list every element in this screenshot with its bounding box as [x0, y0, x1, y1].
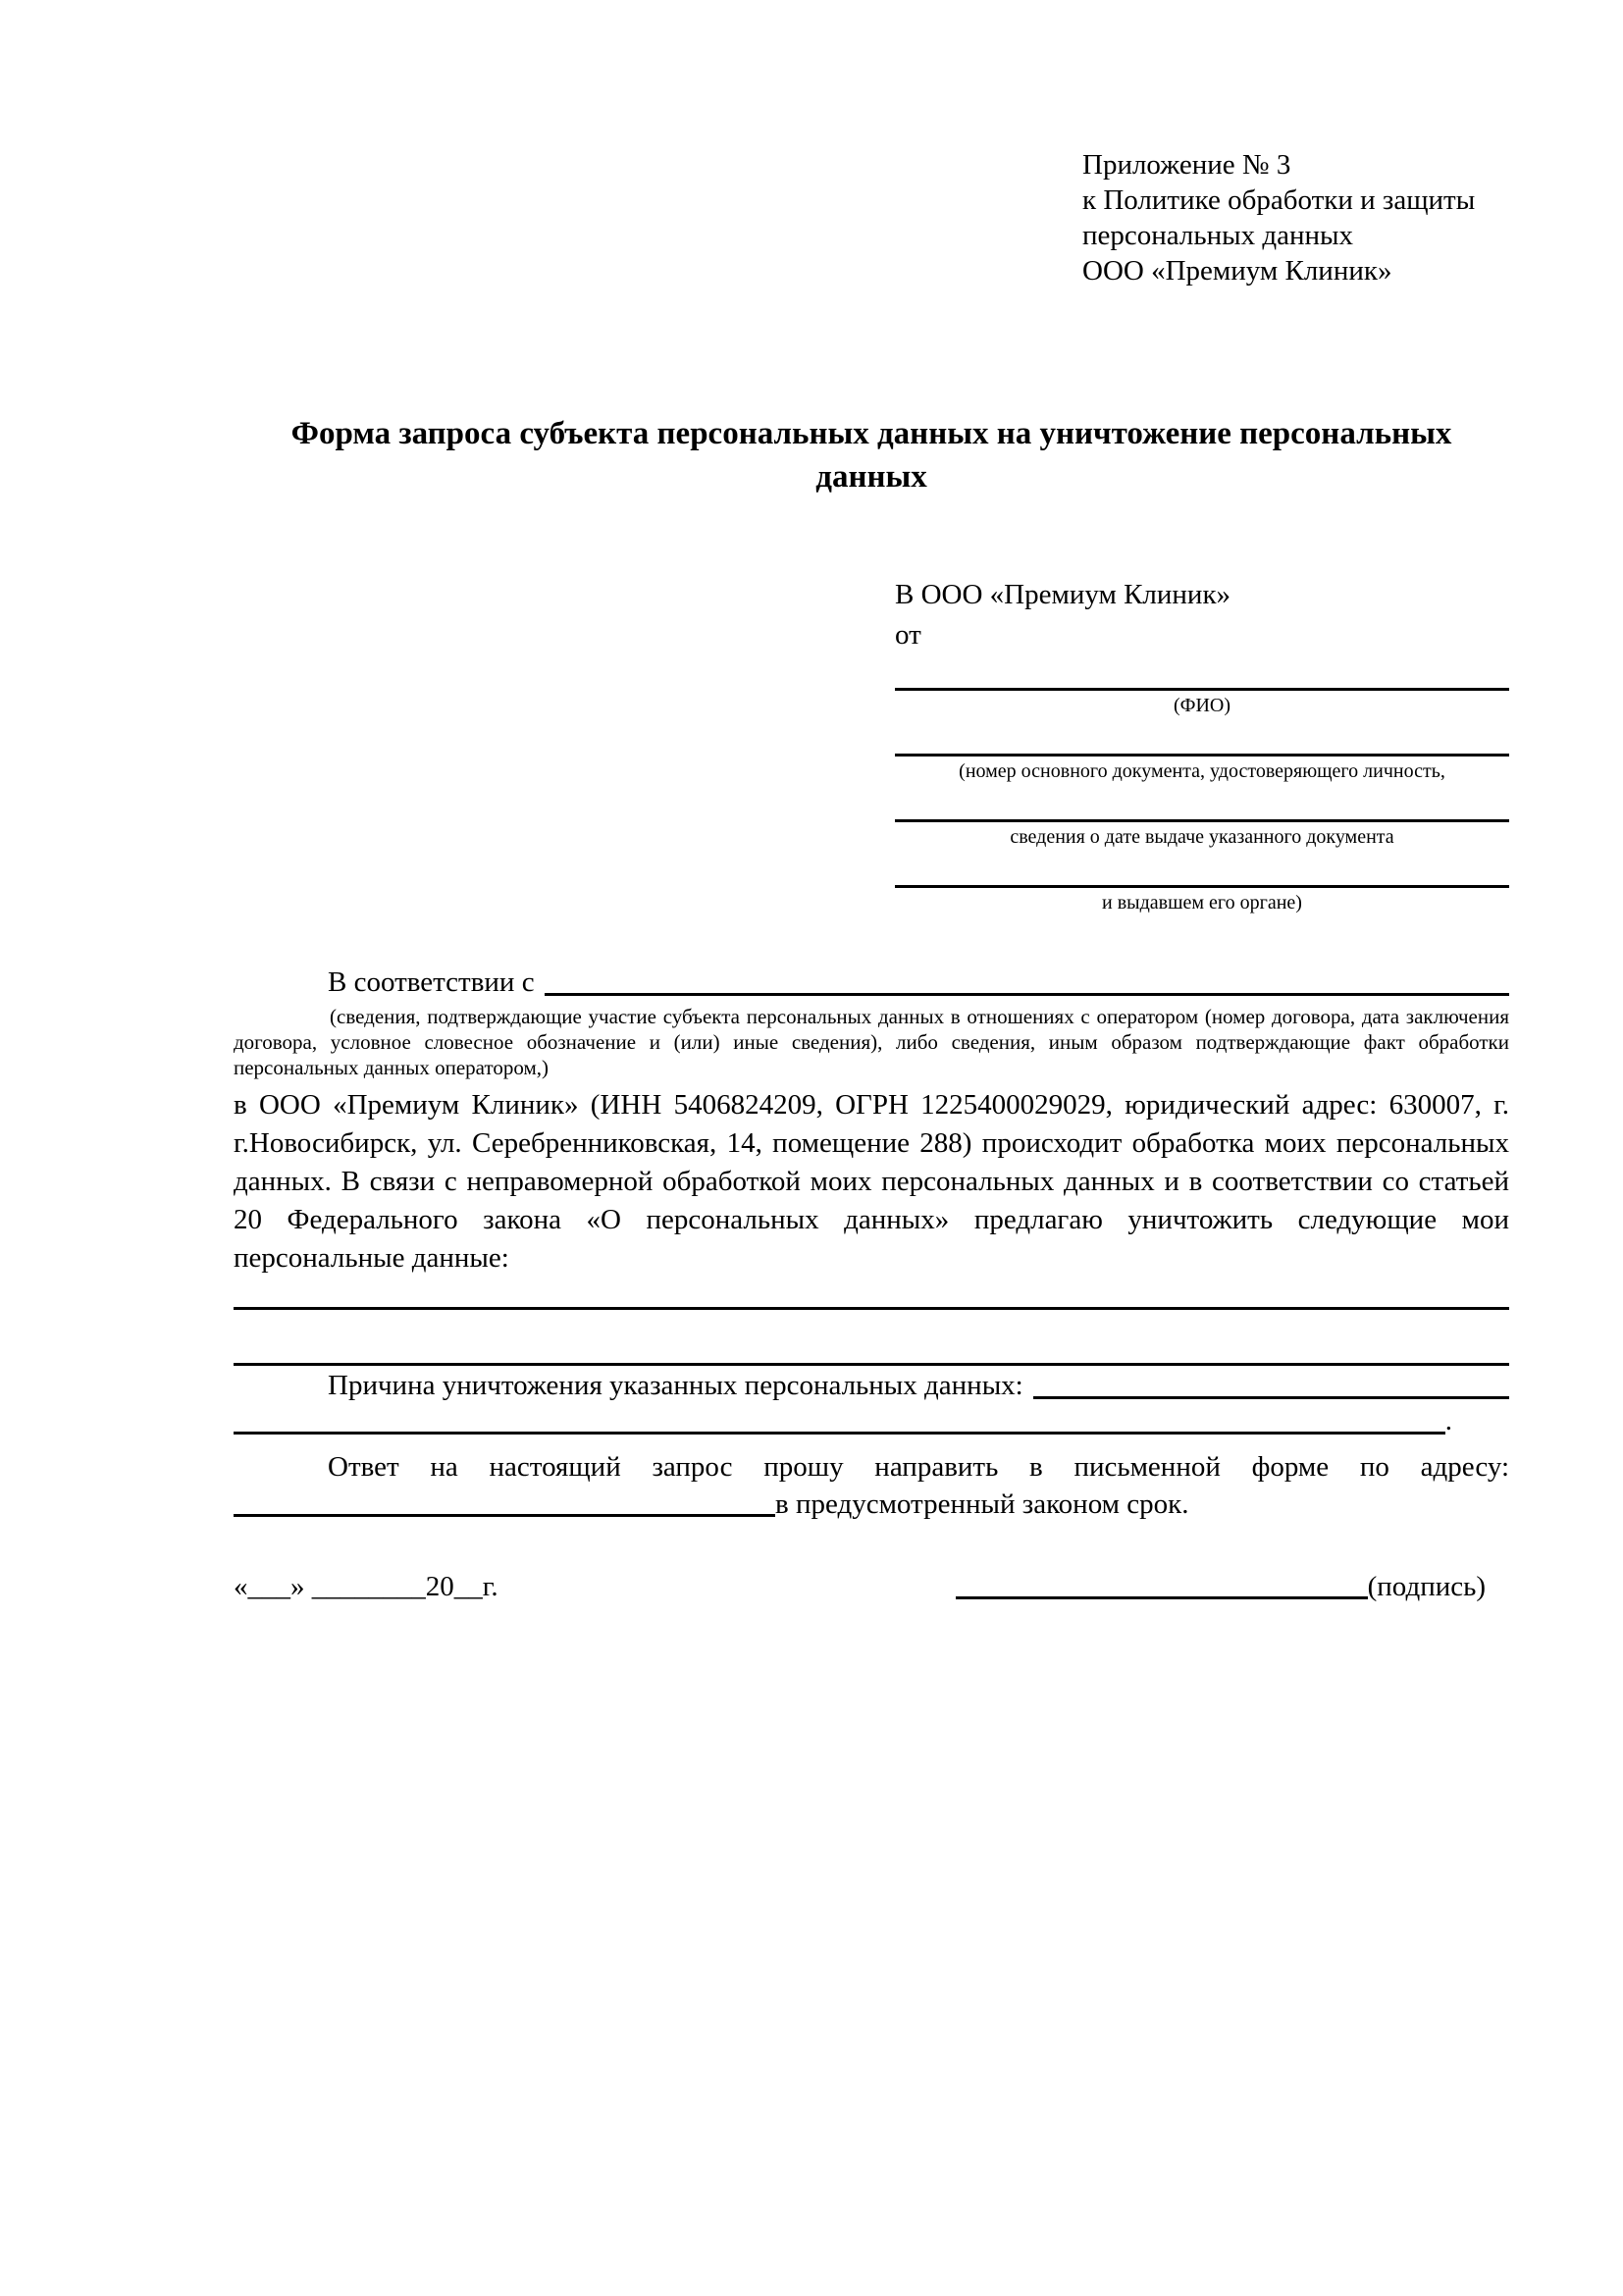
addressee-from-label: от [895, 619, 921, 651]
appendix-line: персональных данных [1082, 220, 1354, 251]
response-request-text: Ответ на настоящий запрос прошу направить в письменной форме по адресу: [328, 1451, 1509, 1483]
appendix-block [1082, 147, 1509, 288]
address-blank-line [234, 1514, 775, 1517]
accordance-note: (сведения, подтверждающие участие субъекта персональных данных в отношениях с оператором (номер договора, дата заключения договора, условное словесное обозначение и (или) иные сведения), либо сведения, иным образом подтверждающие факт обработки персональных данных оператором,) [234, 1005, 1509, 1079]
appendix-line: к Политике обработки и защиты [1082, 184, 1476, 216]
signature-group [956, 1569, 1486, 1604]
appendix-line: ООО «Премиум Клиник» [1082, 255, 1392, 287]
signature-blank-line [956, 1596, 1368, 1599]
accordance-row [234, 965, 1509, 1000]
personal-data-blank-line-1 [234, 1307, 1509, 1310]
date-blank-field: «___» ________20__г. [234, 1571, 498, 1602]
reason-blank-line-1 [1033, 1396, 1509, 1399]
appendix-line: Приложение № 3 [1082, 149, 1291, 181]
signature-caption: (подпись) [1367, 1571, 1486, 1602]
accordance-blank-line [545, 993, 1509, 996]
addressee-to: В ООО «Премиум Клиник» [895, 579, 1231, 610]
issue-date-field [895, 819, 1509, 850]
addressee-block [895, 577, 1509, 915]
issuing-authority-field [895, 885, 1509, 915]
fio-caption: (ФИО) [1173, 695, 1230, 716]
accordance-label: В соответствии с [328, 966, 535, 998]
reason-row [234, 1368, 1509, 1403]
main-paragraph: в ООО «Премиум Клиник» (ИНН 5406824209, ОГРН 1225400029029, юридический адрес: 630007, г. г.Новосибирск, ул. Серебренниковская, 14, помещение 288) происходит обработка моих персональных данных. В связи с неправомерной обработкой моих персональных данных и в соответствии со статьей 20 Федерального закона «О персональных данных» предлагаю уничтожить следующие мои персональные данные: [234, 1089, 1509, 1274]
document-title: Форма запроса субъекта персональных данных на уничтожение персональных данных [290, 416, 1452, 495]
issuing-authority-caption: и выдавшем его органе) [1102, 892, 1302, 913]
reason-row-continued [234, 1403, 1452, 1438]
response-suffix: в предусмотренный законом срок. [775, 1488, 1189, 1520]
personal-data-blank-line-2 [234, 1363, 1509, 1366]
fio-field [895, 688, 1509, 718]
response-row-continued [234, 1487, 1509, 1522]
reason-blank-line-2 [234, 1432, 1445, 1435]
issue-date-caption: сведения о дате выдаче указанного документа [1010, 826, 1394, 848]
identity-document-caption: (номер основного документа, удостоверяющего личность, [959, 760, 1445, 782]
reason-terminator: . [1444, 1405, 1452, 1436]
identity-document-field [895, 754, 1509, 784]
footer-row [234, 1569, 1509, 1604]
reason-label: Причина уничтожения указанных персональных данных: [328, 1370, 1023, 1401]
